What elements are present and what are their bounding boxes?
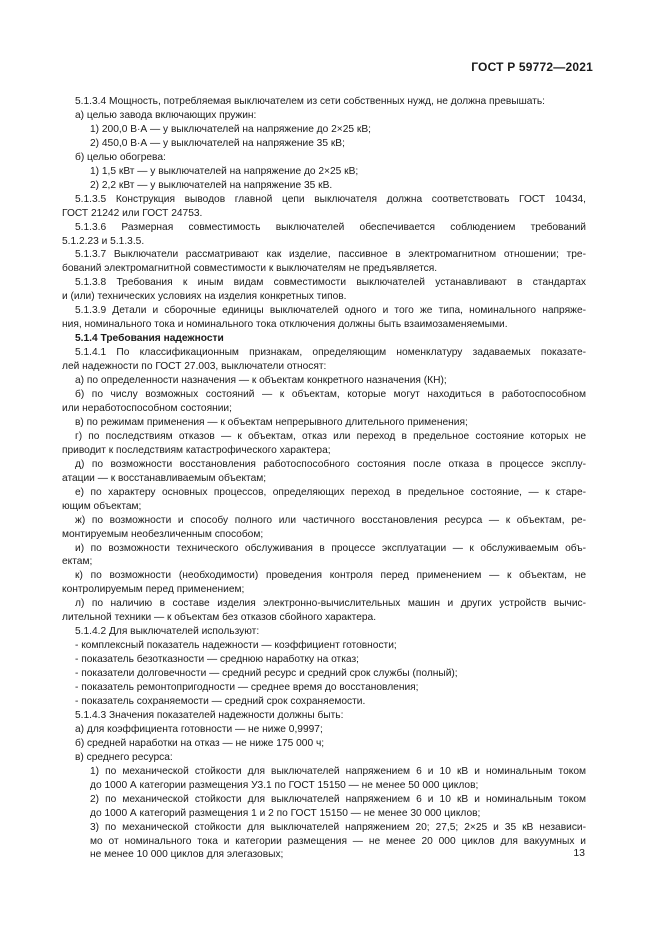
text-line: 5.1.3.8 Требования к иным видам совместимости выключателей устанавливают в стандартах <box>75 277 586 289</box>
text-line: и (или) технических условиях на изделия конкретных типов. <box>62 291 347 303</box>
page-number: 13 <box>573 847 585 859</box>
document-body <box>62 95 586 862</box>
text-line: до 1000 А категории размещения У3.1 по ГОСТ 15150 — не менее 50 000 циклов; <box>90 779 479 791</box>
text-line: контролируемым перед применением; <box>62 584 245 596</box>
text-line: мо от номинального тока и категории размещения — не менее 20 000 циклов для вакуумных и <box>90 835 586 847</box>
text-line: ния, номинального тока и номинального тока отключения должны быть взаимозаменяемыми. <box>62 319 508 331</box>
text-line: к) по возможности (необходимости) проведения контроля перед применением — к объектам, не <box>75 570 586 582</box>
text-line: г) по последствиям отказов — к объектам, отказ или переход в предельное состояние которых не <box>75 430 586 442</box>
text-line: до 1000 А категорий размещения 1 и 2 по ГОСТ 15150 — не менее 30 000 циклов; <box>90 807 481 819</box>
text-line: ющим объектам; <box>62 500 142 512</box>
text-line: ж) по возможности и способу полного или частичного восстановления ресурса — к объектам, ре- <box>75 514 586 526</box>
text-line: или неработоспособном состоянии; <box>62 402 232 414</box>
text-line: б) по числу возможных состояний — к объектам, которые могут находиться в работоспособном <box>75 389 586 401</box>
text-line: 5.1.3.4 Мощность, потребляемая выключателем из сети собственных нужд, не должна превышать: <box>75 96 546 107</box>
page-header: ГОСТ Р 59772—2021 <box>471 60 593 74</box>
text-line: - показатели долговечности — средний ресурс и средний срок службы (полный); <box>75 668 458 680</box>
text-line: атации — к восстанавливаемым объектам; <box>62 472 267 484</box>
text-line: е) по характеру основных процессов, определяющих переход в предельное состояние, — к старе- <box>75 486 586 498</box>
text-line: а) по определенности назначения — к объектам конкретного назначения (КН); <box>75 375 447 387</box>
text-line: и) по возможности технического обслуживания в процессе эксплуатации — к обслуживаемым объ- <box>75 542 586 554</box>
text-line: 1) по механической стойкости для выключателей напряжением 6 и 10 кВ и номинальным током <box>90 765 586 777</box>
text-line: д) по возможности восстановления работоспособного состояния после отказа в процессе эксплу- <box>75 458 586 470</box>
text-line: в) среднего ресурса: <box>75 751 173 763</box>
text-line: ектам; <box>62 556 93 568</box>
text-line: 2) 2,2 кВт — у выключателей на напряжение 35 кВ. <box>90 179 333 191</box>
text-line: 5.1.4.1 По классификационным признакам, определяющим номенклатуру задаваемых показате- <box>75 347 586 359</box>
text-line: 5.1.4.3 Значения показателей надежности должны быть: <box>75 709 344 721</box>
text-line: не менее 10 000 циклов для элегазовых; <box>90 849 284 861</box>
text-line: - показатель ремонтопригодности — среднее время до восстановления; <box>75 682 419 694</box>
text-line: б) средней наработки на отказ — не ниже 175 000 ч; <box>75 737 325 749</box>
text-line: лей надежности по ГОСТ 27.003, выключатели относят: <box>62 361 327 373</box>
text-line: - показатель сохраняемости — средний срок сохраняемости. <box>75 695 366 707</box>
text-line: 3) по механической стойкости для выключателей напряжением 20; 27,5; 2×25 и 35 кВ независи- <box>90 821 586 833</box>
text-line: 5.1.3.7 Выключатели рассматривают как изделие, пассивное в электромагнитном отношении; тре- <box>75 249 586 261</box>
text-line: монтируемым необезличенным способом; <box>62 528 264 540</box>
text-line: - показатель безотказности — среднюю наработку на отказ; <box>75 654 359 666</box>
text-line: а) для коэффициента готовности — не ниже 0,9997; <box>75 723 323 735</box>
text-line: 1) 200,0 В·А — у выключателей на напряжение до 2×25 кВ; <box>90 123 371 135</box>
text-line: 1) 1,5 кВт — у выключателей на напряжение до 2×25 кВ; <box>90 165 359 177</box>
text-line: приводит к последствиям катастрофического характера; <box>62 444 331 456</box>
text-line: а) целью завода включающих пружин: <box>75 109 257 121</box>
text-line: в) по режимам применения — к объектам непрерывного длительного применения; <box>75 416 468 428</box>
section-heading: 5.1.4 Требования надежности <box>75 333 224 345</box>
text-line: 5.1.4.2 Для выключателей используют: <box>75 626 260 638</box>
text-line: лительной техники — к объектам без отказов сбойного характера. <box>62 612 377 624</box>
text-line: л) по наличию в составе изделия электронно-вычислительных машин и других устройств вычис- <box>75 598 586 610</box>
text-line: 2) 450,0 В·А — у выключателей на напряжение 35 кВ; <box>90 137 345 149</box>
text-line: 2) по механической стойкости для выключателей напряжением 6 и 10 кВ и номинальным током <box>90 793 586 805</box>
text-line: 5.1.3.9 Детали и сборочные единицы выключателей одного и того же типа, номинального напряже- <box>75 305 586 317</box>
text-line: б) целью обогрева: <box>75 151 166 163</box>
text-line: - комплексный показатель надежности — коэффициент готовности; <box>75 640 397 652</box>
text-line: 5.1.2.23 и 5.1.3.5. <box>62 235 145 247</box>
text-line: 5.1.3.5 Конструкция выводов главной цепи выключателя должна соответствовать ГОСТ 10434, <box>75 193 586 205</box>
text-line: 5.1.3.6 Размерная совместимость выключателей обеспечивается соблюдением требований <box>75 221 586 233</box>
text-line: бований электромагнитной совместимости к выключателям не предъявляется. <box>62 263 438 275</box>
text-line: ГОСТ 21242 или ГОСТ 24753. <box>62 207 203 219</box>
